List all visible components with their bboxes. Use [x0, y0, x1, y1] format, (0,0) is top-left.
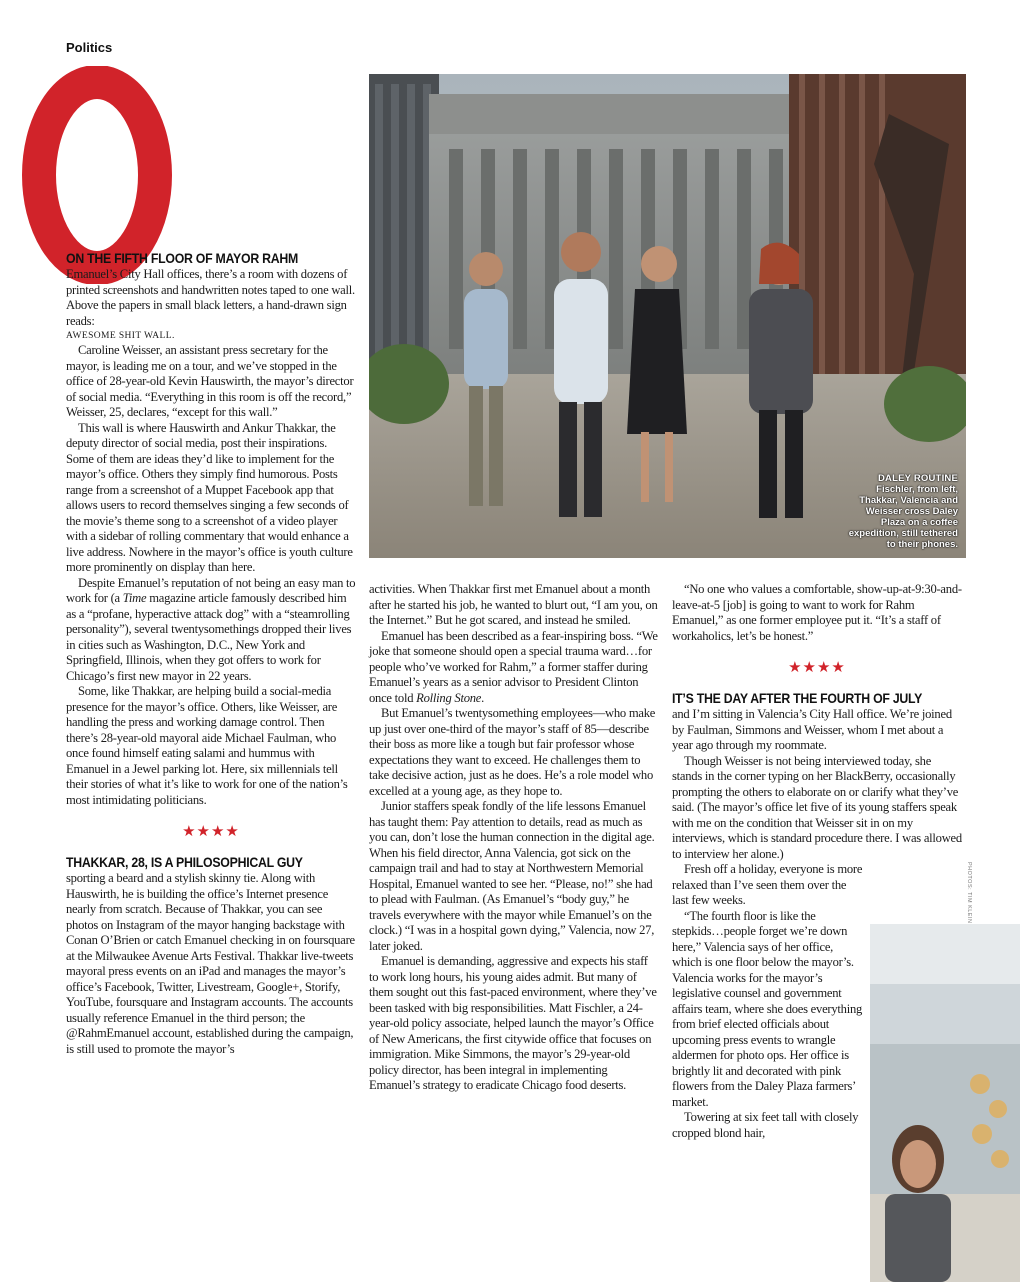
photo-caption [848, 473, 958, 550]
text: magazine article famously described him as a “profane, hyperactive attack dog” with a “steamrolling personality”), several twentysomethings dropped their lives in cities such as Washington, D.C., New York and Springfield, Illinois, when they got offers to work for Chicago’s first new mayor in 22 years. [66, 591, 352, 683]
column-1 [66, 250, 356, 1057]
paragraph: and I’m sitting in Valencia’s City Hall office. We’re joined by Faulman, Simmons and Weisser, whom I met about a year ago through my roommate. [672, 707, 952, 752]
caption-body: Fischler, from left, Thakkar, Valencia and Weisser cross Daley Plaza on a coffee expedition, still tethered to their phones. [848, 484, 958, 550]
star-divider: ★★★★ [182, 822, 240, 840]
section-heading: THAKKAR, 28, IS A PHILOSOPHICAL GUY [66, 854, 303, 870]
star-divider: ★★★★ [788, 658, 846, 676]
paragraph: “No one who values a comfortable, show-up-at-9:30-and-leave-at-5 [job] is going to want to work for Rahm Emanuel,” as one former employee put it. “It’s a staff of workaholics, let’s be honest.” [672, 582, 962, 643]
paragraph: Towering at six feet tall with closely cropped blond hair, [672, 1110, 859, 1140]
paragraph: Junior staffers speak fondly of the life lessons Emanuel has taught them: Pay attention to details, read as much as you can, don’t lose the human connection in the digital age. When his field director, Anna Valencia, got sick on the campaign trail and had to stay at Northwestern Memorial Hospital, Emanuel wanted to see her. “Please, no!” she had to plead with Faulman. (As Emanuel’s “body guy,” he travels everywhere with the mayor while Emanuel’s on the clock.) “I was in a hospital gown dying,” Valencia, now 27, later joked. [369, 799, 655, 953]
paragraph [66, 576, 356, 685]
paragraph: But Emanuel’s twentysomething employees—who make up just over one-third of the mayor’s staff of 85—describe their boss as more like a tough but fair professor whose expectations they want to exceed. He challenges them to take decisive action, just as he does. He’s a role model who excelled at a young age, as they hope to. [369, 706, 656, 798]
paragraph: activities. When Thakkar first met Emanuel about a month after he started his job, he wanted to blurt out, “I am you, on the Internet.” But he got scared, and instead he smiled. [369, 582, 658, 627]
text: Emanuel’s City Hall offices, there’s a room with dozens of printed screenshots and handwritten notes taped to one wall. Above the papers in small black letters, a hand-drawn sign reads: [66, 267, 355, 328]
column-2 [369, 582, 659, 1094]
sign-text: AWESOME SHIT WALL. [66, 331, 175, 341]
text: Emanuel has been described as a fear-inspiring boss. “We joke that someone should open a special trauma ward…for people who’ve worked for Rahm,” a former staffer during Emanuel’s years as a senior advisor to President Clinton once told [369, 628, 658, 705]
paragraph [672, 754, 962, 863]
paragraph: Some, like Thakkar, are helping build a social-media presence for the mayor’s office. Others, like Weisser, are handling the press and working damage control. Then there’s 28-year-old mayoral aide Michael Faulman, who once found himself eating salami and hummus with Emanuel in a Jewel parking lot. Here, six millennials tell their stories of what it’s like to work for one of the nation’s most intimidating politicians. [66, 684, 348, 807]
paragraph: This wall is where Hauswirth and Ankur Thakkar, the deputy director of social media, post their inspirations. Some of them are ideas they’d like to implement for the mayor’s office. Others they simply find humorous. Posts range from a screenshot of a Muppet Facebook app that allows users to record themselves singing a few seconds of the movie’s theme song to a screenshot of a video player with a sidebar of rolling commentary that would enhance a live address. Nowhere in the mayor’s office is youth culture more prominently on display than here. [66, 420, 353, 574]
column-3 [672, 582, 962, 1141]
italic-text: Time [122, 591, 147, 605]
main-photo [369, 74, 966, 558]
paragraph: sporting a beard and a stylish skinny tie. Along with Hauswirth, he is building the office’s Internet presence nearly from scratch. Because of Thakkar, you can see photos on Instagram of the mayor hanging backstage with Conan O’Brien or catch Emanuel checking in on foursquare at the Milwaukee Avenue Arts Festival. Thakkar live-tweets mayoral press events on an iPad and manages the mayor’s office’s Facebook, Twitter, Livestream, Google+, Storify, YouTube, foursquare and Instagram accounts. The accounts usually reference Emanuel in the third person; the @RahmEmanuel account, established during the campaign, is still used to promote the mayor’s [66, 871, 355, 1056]
text: . [481, 690, 485, 705]
intro-heading: ON THE FIFTH FLOOR OF MAYOR RAHM [66, 250, 299, 266]
section-label: Politics [66, 40, 113, 55]
section-heading: IT’S THE DAY AFTER THE FOURTH OF JULY [672, 690, 923, 706]
paragraph: Emanuel is demanding, aggressive and expects his staff to work long hours, his young aides admit. But many of them sought out this fast-paced environment, where they’ve been tasked with big responsibilities. Matt Fischler, a 24-year-old policy associate, helped launch the mayor’s Office of New Americans, the first citywide office that focuses on immigration. Mike Simmons, the mayor’s 29-year-old policy director, has been integral in implementing Emanuel’s strategy to eradicate Chicago food deserts. [369, 954, 657, 1092]
paragraph: Caroline Weisser, an assistant press secretary for the mayor, is leading me on a tour, and we’ve stopped in the office of 28-year-old Kevin Hauswirth, the mayor’s director of social media. “Everything in this room is off the record,” Weisser, 25, declares, “except for this wall.” [66, 343, 354, 419]
paragraph: “The fourth floor is like the stepkids…people forget we’re down here,” Valencia says of her office, which is one floor below the mayor’s. Valencia works for the mayor’s legislative counsel and government affairs team, where she does everything from brief elected officials about upcoming press events to wrangle aldermen for photo ops. Her office is brightly lit and decorated with pink flowers from the Daley Plaza farmers’ market. [672, 908, 863, 1109]
photo-credit: PHOTOS: TIM KLEIN [966, 862, 972, 924]
paragraph [66, 267, 356, 343]
text: Despite Emanuel’s reputation of not being an easy man to work for (a [66, 575, 356, 605]
paragraph: Fresh off a holiday, everyone is more relaxed than I’ve seen them over the last few weeks. [672, 862, 863, 907]
caption-title: DALEY ROUTINE [877, 473, 958, 484]
paragraph [369, 629, 659, 707]
text: Though Weisser is not being interviewed today, she stands in the corner typing on her BlackBerry, occasionally prompting the others to elaborate on or clarify what they’ve said. (The mayor’s office let five of its young staffers speak with me on the condition that Weisser sit in on my interviews, which is standard procedure there. I was allowed to interview her alone.) [672, 753, 962, 861]
italic-text: Rolling Stone [416, 690, 482, 705]
